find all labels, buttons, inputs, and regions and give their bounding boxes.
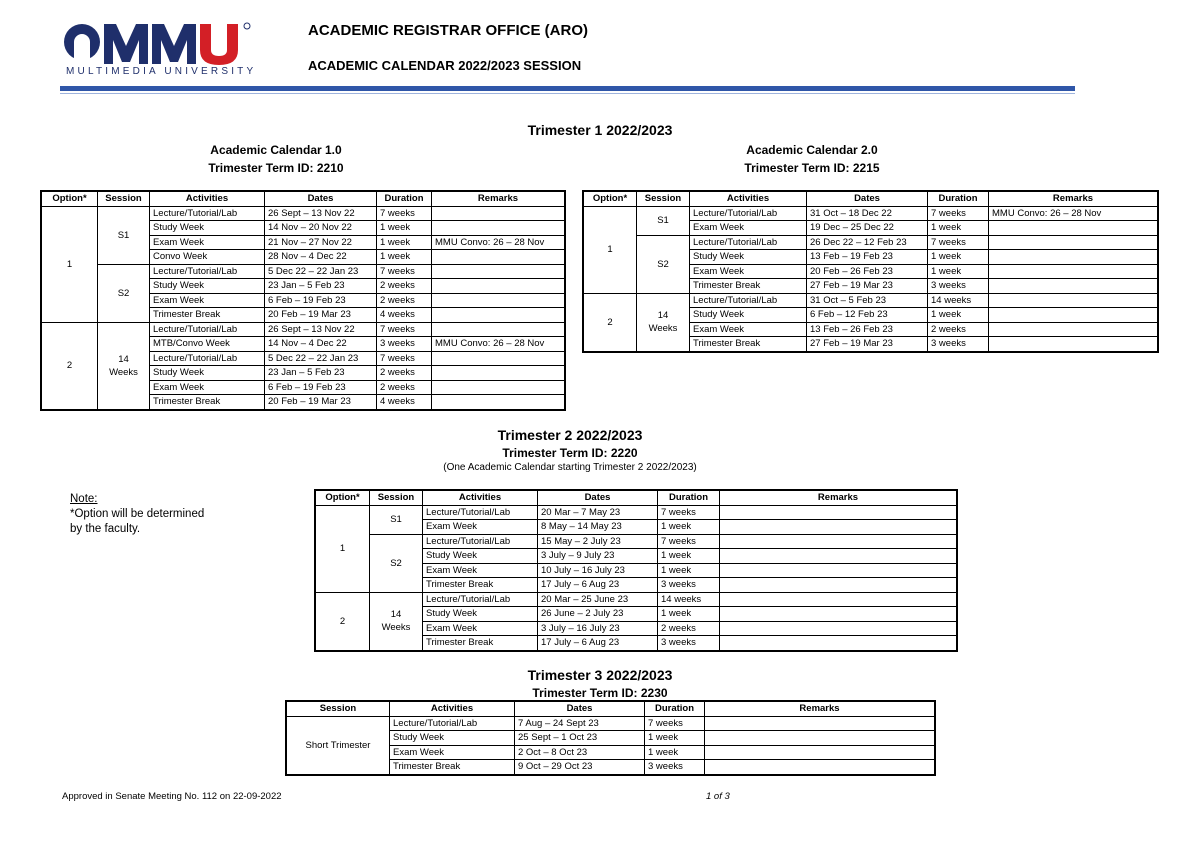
activity-cell: Exam Week	[690, 322, 807, 337]
activity-cell: Trimester Break	[690, 337, 807, 352]
remarks-cell	[989, 235, 1158, 250]
page-number: 1 of 3	[706, 791, 730, 802]
dates-cell: 27 Feb – 19 Mar 23	[807, 279, 928, 294]
dates-cell: 31 Oct – 5 Feb 23	[807, 293, 928, 308]
duration-cell: 2 weeks	[928, 322, 989, 337]
trimester3-term: Trimester Term ID: 2230	[532, 686, 668, 700]
cal1-title: Academic Calendar 1.0	[210, 143, 342, 157]
session-cell: Short Trimester	[287, 716, 390, 774]
activity-cell: Lecture/Tutorial/Lab	[390, 716, 515, 731]
duration-cell: 3 weeks	[658, 636, 720, 651]
option-cell: 2	[584, 293, 637, 351]
dates-cell: 25 Sept – 1 Oct 23	[515, 731, 645, 746]
duration-cell: 1 week	[658, 563, 720, 578]
dates-cell: 20 Feb – 26 Feb 23	[807, 264, 928, 279]
table-header-row	[316, 491, 957, 506]
table-header-row	[584, 192, 1158, 207]
approval-note: Approved in Senate Meeting No. 112 on 22-09-2022	[62, 791, 282, 802]
duration-cell: 4 weeks	[377, 395, 432, 410]
activity-cell: Lecture/Tutorial/Lab	[150, 351, 265, 366]
activity-cell: Trimester Break	[150, 395, 265, 410]
calendar1-table	[41, 191, 565, 410]
dates-cell: 7 Aug – 24 Sept 23	[515, 716, 645, 731]
activity-cell: Trimester Break	[423, 578, 538, 593]
remarks-cell	[432, 293, 565, 308]
session-weeks-num: 14	[118, 353, 129, 365]
activity-cell: MTB/Convo Week	[150, 337, 265, 352]
col-header: Activities	[423, 491, 538, 506]
dates-cell: 26 Sept – 13 Nov 22	[265, 206, 377, 221]
remarks-cell	[720, 578, 957, 593]
activity-cell: Exam Week	[423, 520, 538, 535]
table-header-row	[42, 192, 565, 207]
dates-cell: 17 July – 6 Aug 23	[538, 636, 658, 651]
activity-cell: Exam Week	[150, 380, 265, 395]
dates-cell: 20 Feb – 19 Mar 23	[265, 395, 377, 410]
col-header: Dates	[265, 192, 377, 207]
activity-cell: Study Week	[690, 250, 807, 265]
dates-cell: 13 Feb – 26 Feb 23	[807, 322, 928, 337]
dates-cell: 20 Mar – 25 June 23	[538, 592, 658, 607]
dates-cell: 19 Dec – 25 Dec 22	[807, 221, 928, 236]
remarks-cell	[720, 592, 957, 607]
col-header: Activities	[690, 192, 807, 207]
table-row	[584, 293, 1158, 308]
dates-cell: 20 Mar – 7 May 23	[538, 505, 658, 520]
note	[70, 492, 204, 537]
duration-cell: 3 weeks	[645, 760, 705, 775]
duration-cell: 1 week	[928, 221, 989, 236]
dates-cell: 27 Feb – 19 Mar 23	[807, 337, 928, 352]
duration-cell: 4 weeks	[377, 308, 432, 323]
activity-cell: Lecture/Tutorial/Lab	[690, 206, 807, 221]
col-header: Duration	[658, 491, 720, 506]
remarks-cell	[432, 395, 565, 410]
session-weeks-num: 14	[657, 310, 669, 321]
dates-cell: 26 Sept – 13 Nov 22	[265, 322, 377, 337]
dates-cell: 28 Nov – 4 Dec 22	[265, 250, 377, 265]
col-header: Session	[370, 491, 423, 506]
session-weeks-num: 14	[390, 609, 402, 620]
activity-cell: Exam Week	[690, 221, 807, 236]
remarks-cell: MMU Convo: 26 – 28 Nov	[432, 235, 565, 250]
duration-cell: 1 week	[928, 264, 989, 279]
col-header: Session	[287, 702, 390, 717]
dates-cell: 13 Feb – 19 Feb 23	[807, 250, 928, 265]
logo-subtext: MULTIMEDIA UNIVERSITY	[66, 66, 257, 77]
remarks-cell: MMU Convo: 26 – 28 Nov	[432, 337, 565, 352]
col-header: Remarks	[720, 491, 957, 506]
remarks-cell	[989, 293, 1158, 308]
duration-cell: 7 weeks	[377, 206, 432, 221]
activity-cell: Study Week	[150, 221, 265, 236]
dates-cell: 8 May – 14 May 23	[538, 520, 658, 535]
activity-cell: Study Week	[423, 549, 538, 564]
remarks-cell	[720, 534, 957, 549]
dates-cell: 5 Dec 22 – 22 Jan 23	[265, 351, 377, 366]
session-title: ACADEMIC CALENDAR 2022/2023 SESSION	[308, 58, 582, 73]
dates-cell: 2 Oct – 8 Oct 23	[515, 745, 645, 760]
remarks-cell	[720, 520, 957, 535]
duration-cell: 3 weeks	[928, 337, 989, 352]
activity-cell: Trimester Break	[423, 636, 538, 651]
duration-cell: 7 weeks	[645, 716, 705, 731]
dates-cell: 14 Nov – 4 Dec 22	[265, 337, 377, 352]
trimester1-title: Trimester 1 2022/2023	[527, 122, 673, 138]
col-header: Dates	[515, 702, 645, 717]
table-row	[287, 716, 935, 731]
office-title: ACADEMIC REGISTRAR OFFICE (ARO)	[308, 22, 588, 39]
activity-cell: Lecture/Tutorial/Lab	[690, 293, 807, 308]
col-header: Duration	[928, 192, 989, 207]
duration-cell: 2 weeks	[377, 380, 432, 395]
col-header: Remarks	[989, 192, 1158, 207]
activity-cell: Lecture/Tutorial/Lab	[150, 206, 265, 221]
duration-cell: 7 weeks	[928, 235, 989, 250]
remarks-cell	[432, 250, 565, 265]
remarks-cell	[720, 636, 957, 651]
dates-cell: 6 Feb – 19 Feb 23	[265, 293, 377, 308]
dates-cell: 17 July – 6 Aug 23	[538, 578, 658, 593]
duration-cell: 1 week	[377, 235, 432, 250]
dates-cell: 3 July – 9 July 23	[538, 549, 658, 564]
col-header: Option*	[316, 491, 370, 506]
session-weeks-label: Weeks	[648, 323, 678, 334]
session-cell: S2	[98, 264, 150, 322]
activity-cell: Lecture/Tutorial/Lab	[423, 534, 538, 549]
table-row	[316, 505, 957, 520]
duration-cell: 3 weeks	[928, 279, 989, 294]
activity-cell: Study Week	[423, 607, 538, 622]
dates-cell: 5 Dec 22 – 22 Jan 23	[265, 264, 377, 279]
note-heading: Note:	[70, 493, 98, 505]
header-rule-thin	[60, 93, 1075, 94]
dates-cell: 21 Nov – 27 Nov 22	[265, 235, 377, 250]
activity-cell: Exam Week	[390, 745, 515, 760]
activity-cell: Study Week	[150, 366, 265, 381]
duration-cell: 2 weeks	[377, 279, 432, 294]
activity-cell: Study Week	[690, 308, 807, 323]
session-cell	[98, 322, 150, 409]
duration-cell: 7 weeks	[658, 534, 720, 549]
trimester2-title: Trimester 2 2022/2023	[497, 427, 643, 443]
duration-cell: 1 week	[377, 250, 432, 265]
col-header: Dates	[538, 491, 658, 506]
col-header: Remarks	[432, 192, 565, 207]
remarks-cell	[432, 308, 565, 323]
remarks-cell	[720, 607, 957, 622]
remarks-cell	[989, 337, 1158, 352]
session-cell: S2	[370, 534, 423, 592]
remarks-cell	[989, 322, 1158, 337]
duration-cell: 1 week	[928, 308, 989, 323]
activity-cell: Study Week	[390, 731, 515, 746]
dates-cell: 6 Feb – 19 Feb 23	[265, 380, 377, 395]
dates-cell: 9 Oct – 29 Oct 23	[515, 760, 645, 775]
remarks-cell	[432, 351, 565, 366]
col-header: Dates	[807, 192, 928, 207]
remarks-cell	[989, 264, 1158, 279]
activity-cell: Lecture/Tutorial/Lab	[423, 592, 538, 607]
note-line2: by the faculty.	[70, 523, 141, 535]
remarks-cell	[720, 563, 957, 578]
dates-cell: 23 Jan – 5 Feb 23	[265, 366, 377, 381]
remarks-cell	[432, 279, 565, 294]
calendar2-table	[583, 191, 1158, 352]
duration-cell: 3 weeks	[377, 337, 432, 352]
dates-cell: 23 Jan – 5 Feb 23	[265, 279, 377, 294]
remarks-cell	[432, 366, 565, 381]
dates-cell: 15 May – 2 July 23	[538, 534, 658, 549]
remarks-cell	[705, 760, 935, 775]
activity-cell: Lecture/Tutorial/Lab	[150, 322, 265, 337]
col-header: Activities	[390, 702, 515, 717]
table-row	[584, 235, 1158, 250]
session-cell: S1	[637, 206, 690, 235]
duration-cell: 7 weeks	[658, 505, 720, 520]
col-header: Option*	[42, 192, 98, 207]
duration-cell: 1 week	[645, 731, 705, 746]
dates-cell: 26 Dec 22 – 12 Feb 23	[807, 235, 928, 250]
dates-cell: 26 June – 2 July 23	[538, 607, 658, 622]
activity-cell: Lecture/Tutorial/Lab	[423, 505, 538, 520]
col-header: Session	[637, 192, 690, 207]
activity-cell: Trimester Break	[690, 279, 807, 294]
option-cell: 2	[316, 592, 370, 650]
dates-cell: 3 July – 16 July 23	[538, 621, 658, 636]
session-cell: S1	[370, 505, 423, 534]
trimester2-table	[315, 490, 957, 651]
remarks-cell	[720, 505, 957, 520]
session-cell	[370, 592, 423, 650]
remarks-cell	[705, 716, 935, 731]
header-rule	[60, 86, 1075, 91]
activity-cell: Exam Week	[150, 235, 265, 250]
session-weeks-label: Weeks	[381, 622, 411, 633]
remarks-cell	[705, 731, 935, 746]
table-row	[316, 592, 957, 607]
activity-cell: Trimester Break	[390, 760, 515, 775]
trimester2-subtitle: (One Academic Calendar starting Trimester 2 2022/2023)	[443, 462, 697, 473]
col-header: Session	[98, 192, 150, 207]
session-cell	[637, 293, 690, 351]
col-header: Duration	[645, 702, 705, 717]
duration-cell: 7 weeks	[377, 322, 432, 337]
session-cell: S1	[98, 206, 150, 264]
duration-cell: 7 weeks	[377, 264, 432, 279]
note-line1: *Option will be determined	[70, 508, 205, 520]
remarks-cell	[989, 250, 1158, 265]
duration-cell: 7 weeks	[928, 206, 989, 221]
option-cell: 1	[584, 206, 637, 293]
remarks-cell	[705, 745, 935, 760]
dates-cell: 20 Feb – 19 Mar 23	[265, 308, 377, 323]
duration-cell: 1 week	[645, 745, 705, 760]
duration-cell: 2 weeks	[377, 293, 432, 308]
activity-cell: Trimester Break	[150, 308, 265, 323]
trimester3-table	[286, 701, 935, 775]
duration-cell: 2 weeks	[658, 621, 720, 636]
table-row	[316, 534, 957, 549]
dates-cell: 10 July – 16 July 23	[538, 563, 658, 578]
remarks-cell	[989, 308, 1158, 323]
remarks-cell	[432, 380, 565, 395]
table-header-row	[287, 702, 935, 717]
remarks-cell	[989, 279, 1158, 294]
duration-cell: 14 weeks	[928, 293, 989, 308]
remarks-cell	[432, 206, 565, 221]
trimester3-title: Trimester 3 2022/2023	[527, 667, 673, 683]
table-row	[584, 206, 1158, 221]
duration-cell: 1 week	[658, 607, 720, 622]
duration-cell: 7 weeks	[377, 351, 432, 366]
table-row	[42, 206, 565, 221]
dates-cell: 31 Oct – 18 Dec 22	[807, 206, 928, 221]
remarks-cell	[720, 621, 957, 636]
duration-cell: 14 weeks	[658, 592, 720, 607]
activity-cell: Exam Week	[690, 264, 807, 279]
activity-cell: Exam Week	[423, 563, 538, 578]
session-cell: S2	[637, 235, 690, 293]
duration-cell: 1 week	[377, 221, 432, 236]
duration-cell: 1 week	[658, 520, 720, 535]
remarks-cell	[989, 221, 1158, 236]
col-header: Duration	[377, 192, 432, 207]
col-header: Activities	[150, 192, 265, 207]
activity-cell: Study Week	[150, 279, 265, 294]
dates-cell: 6 Feb – 12 Feb 23	[807, 308, 928, 323]
table-row	[42, 322, 565, 337]
option-cell: 2	[42, 322, 98, 409]
activity-cell: Exam Week	[423, 621, 538, 636]
table-row	[42, 264, 565, 279]
col-header: Option*	[584, 192, 637, 207]
cal1-term: Trimester Term ID: 2210	[208, 161, 344, 175]
activity-cell: Exam Week	[150, 293, 265, 308]
option-cell: 1	[42, 206, 98, 322]
option-cell: 1	[316, 505, 370, 592]
duration-cell: 1 week	[928, 250, 989, 265]
cal2-title: Academic Calendar 2.0	[746, 143, 878, 157]
duration-cell: 1 week	[658, 549, 720, 564]
remarks-cell: MMU Convo: 26 – 28 Nov	[989, 206, 1158, 221]
col-header: Remarks	[705, 702, 935, 717]
remarks-cell	[720, 549, 957, 564]
duration-cell: 3 weeks	[658, 578, 720, 593]
remarks-cell	[432, 322, 565, 337]
remarks-cell	[432, 221, 565, 236]
remarks-cell	[432, 264, 565, 279]
session-weeks-label: Weeks	[109, 366, 138, 378]
duration-cell: 2 weeks	[377, 366, 432, 381]
activity-cell: Lecture/Tutorial/Lab	[690, 235, 807, 250]
activity-cell: Lecture/Tutorial/Lab	[150, 264, 265, 279]
dates-cell: 14 Nov – 20 Nov 22	[265, 221, 377, 236]
activity-cell: Convo Week	[150, 250, 265, 265]
trimester2-term: Trimester Term ID: 2220	[502, 446, 638, 460]
cal2-term: Trimester Term ID: 2215	[744, 161, 880, 175]
